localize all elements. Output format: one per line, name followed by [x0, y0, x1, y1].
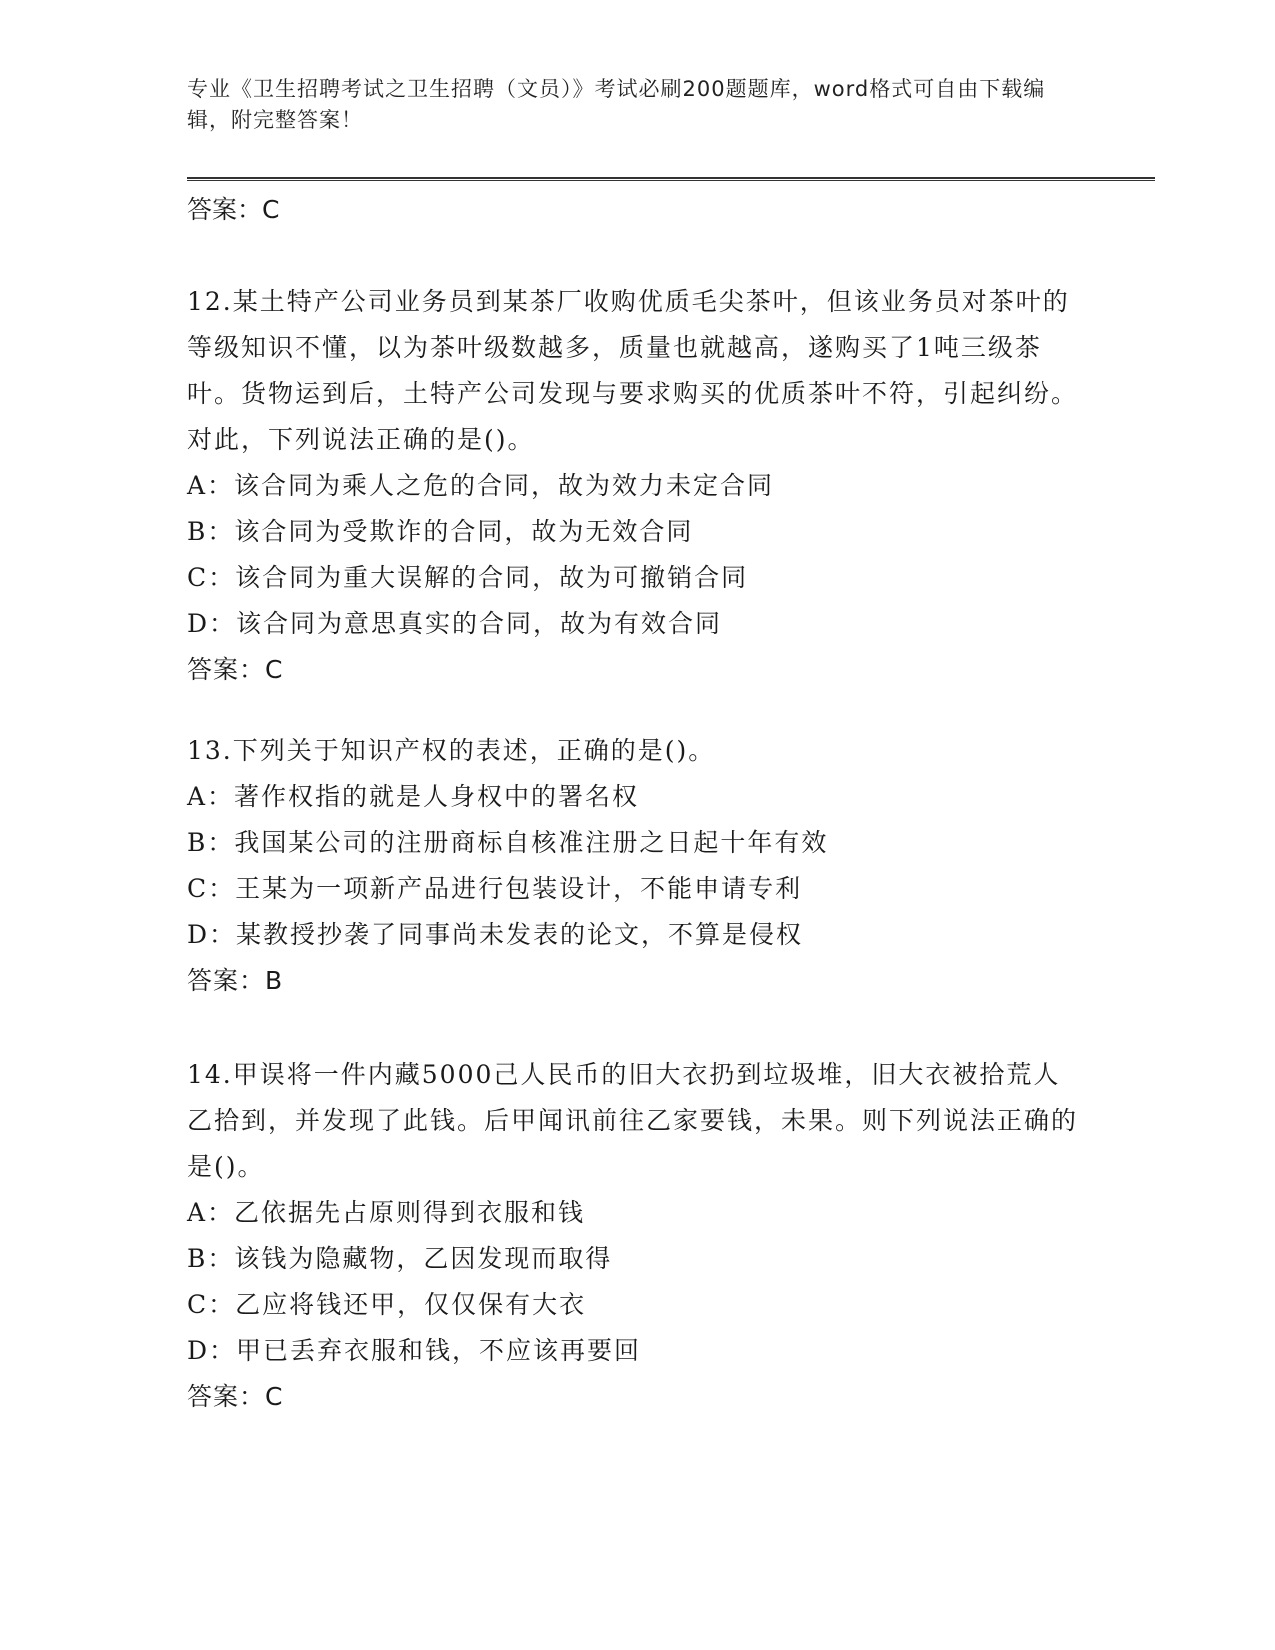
option-a: A：该合同为乘人之危的合同，故为效力未定合同	[187, 471, 775, 500]
question-answer: 答案：C	[187, 655, 284, 684]
option-list	[187, 463, 1087, 647]
option-c: C：该合同为重大误解的合同，故为可撤销合同	[187, 563, 749, 592]
header-divider	[187, 177, 1155, 181]
option-b: B：我国某公司的注册商标自核准注册之日起十年有效	[187, 828, 829, 857]
question-stem: 14.甲误将一件内藏5000己人民币的旧大衣扔到垃圾堆，旧大衣被拾荒人乙拾到，并发现了此钱。后甲闻讯前往乙家要钱，未果。则下列说法正确的是()。	[187, 1060, 1079, 1181]
question-12	[187, 279, 1087, 693]
question-13	[187, 728, 1087, 1004]
question-stem: 13.下列关于知识产权的表述，正确的是()。	[187, 736, 716, 765]
question-stem: 12.某土特产公司业务员到某茶厂收购优质毛尖茶叶，但该业务员对茶叶的等级知识不懂，以为茶叶级数越多，质量也就越高，遂购买了1吨三级茶叶。货物运到后，土特产公司发现与要求购买的优质茶叶不符，引起纠纷。对此，下列说法正确的是()。	[187, 287, 1079, 454]
option-list	[187, 774, 1087, 958]
option-d: D：该合同为意思真实的合同，故为有效合同	[187, 609, 723, 638]
option-d: D：甲已丢弃衣服和钱，不应该再要回	[187, 1336, 642, 1365]
option-c: C：乙应将钱还甲，仅仅保有大衣	[187, 1290, 587, 1319]
option-b: B：该钱为隐藏物，乙因发现而取得	[187, 1244, 613, 1273]
document-header: 专业《卫生招聘考试之卫生招聘（文员）》考试必刷200题题库，word格式可自由下载编辑，附完整答案！	[187, 77, 1046, 132]
previous-answer: 答案：C	[187, 195, 280, 224]
option-a: A：著作权指的就是人身权中的署名权	[187, 782, 640, 811]
option-a: A：乙依据先占原则得到衣服和钱	[187, 1198, 586, 1227]
option-list	[187, 1190, 1087, 1374]
question-answer: 答案：B	[187, 966, 284, 995]
option-d: D：某教授抄袭了同事尚未发表的论文，不算是侵权	[187, 920, 804, 949]
option-b: B：该合同为受欺诈的合同，故为无效合同	[187, 517, 694, 546]
question-answer: 答案：C	[187, 1382, 284, 1411]
option-c: C：王某为一项新产品进行包装设计，不能申请专利	[187, 874, 803, 903]
question-14	[187, 1052, 1087, 1420]
